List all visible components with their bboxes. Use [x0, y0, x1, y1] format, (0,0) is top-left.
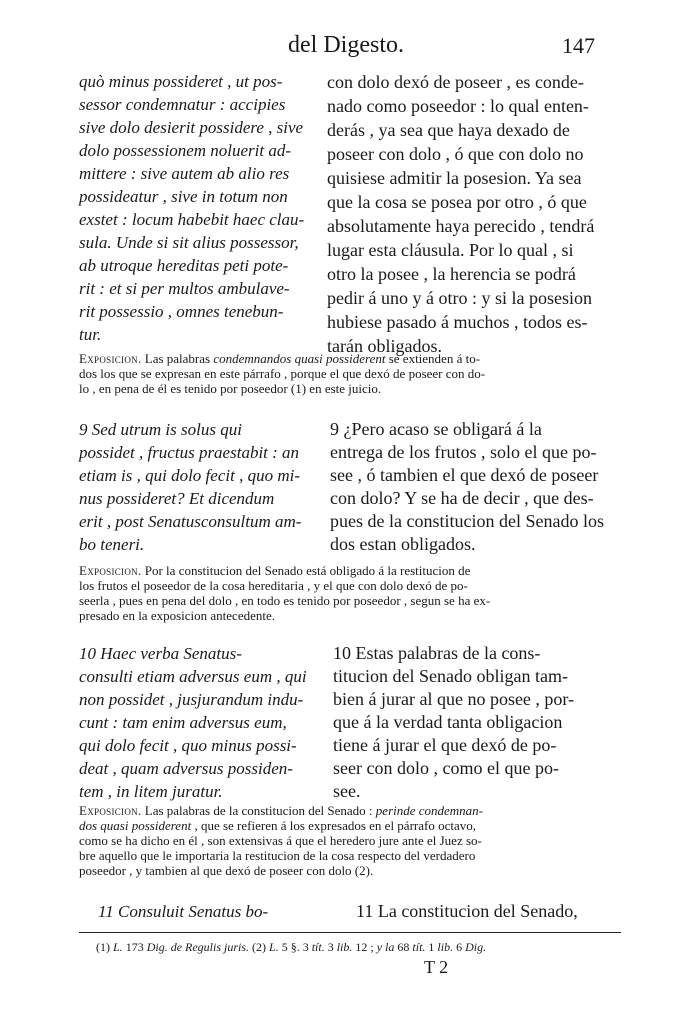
exposicion-line [79, 863, 619, 878]
spanish-line: lugar esta cláusula. Por lo qual , si [327, 240, 574, 260]
footnote-text: 5 §. 3 [278, 940, 312, 954]
spanish-translation-column [333, 642, 574, 803]
spanish-line: bien á jurar al que no posee , por- [333, 689, 575, 709]
exposicion-text: Las palabras [141, 351, 214, 366]
footnote-text: 1 [425, 940, 438, 954]
exposicion-text: como se ha dicho en él , son extensivas á que el heredero jure ante el Juez so- [79, 833, 482, 848]
footnote-text: 3 [324, 940, 337, 954]
spanish-line: see , ó tambien el que dexó de poseer [330, 465, 599, 485]
exposicion-line [79, 578, 619, 593]
footnote-text: tít. [412, 940, 426, 954]
latin-line: etiam is , qui dolo fecit , quo mi- [79, 466, 300, 485]
latin-line: dolo possessionem noluerit ad- [79, 141, 292, 160]
footnote-text: 6 [453, 940, 466, 954]
latin-line: deat , quam adversus possiden- [79, 759, 293, 778]
exposicion-line [79, 593, 619, 608]
footnote-text: lib. [336, 940, 353, 954]
spanish-line: 11 La constitucion del Senado, [356, 901, 578, 921]
footnote-text: L. [269, 940, 279, 954]
latin-line: 9 Sed utrum is solus qui [79, 420, 242, 439]
spanish-line: seer con dolo , como el que po- [333, 758, 559, 778]
exposicion-note [79, 351, 619, 396]
latin-line: 11 Consuluit Senatus bo- [98, 902, 269, 921]
latin-line: 10 Haec verba Senatus- [79, 644, 242, 663]
exposicion-line [79, 833, 619, 848]
spanish-line: entrega de los frutos , solo el que po- [330, 442, 597, 462]
latin-line: rit possessio , omnes tenebun- [79, 302, 284, 321]
exposicion-label: Exposicion. [79, 803, 142, 818]
footnote-text: Dig. de Regulis juris. [146, 940, 250, 954]
footnote-rule [79, 932, 621, 933]
spanish-line: que á la verdad tanta obligacion [333, 712, 563, 732]
latin-line: sula. Unde si sit alius possessor, [79, 233, 299, 252]
spanish-line: derás , ya sea que haya dexado de [327, 120, 570, 140]
running-head [0, 32, 682, 62]
spanish-line: con dolo dexó de poseer , es conde- [327, 72, 584, 92]
exposicion-line [79, 818, 619, 833]
exposicion-text: seerla , pues en pena del dolo , en todo es tenido por poseedor , segun se ha ex- [79, 593, 491, 608]
footnote-text: (1) [96, 940, 113, 954]
exposicion-note [79, 563, 619, 623]
latin-line: non possidet , jusjurandum indu- [79, 690, 304, 709]
spanish-line: see. [333, 781, 361, 801]
latin-line: tem , in litem juratur. [79, 782, 223, 801]
latin-line: possidet , fructus praestabit : an [79, 443, 300, 462]
latin-text-column [79, 70, 304, 346]
exposicion-text: poseedor , y tambien al que dexó de poseer con dolo (2). [79, 863, 374, 878]
exposicion-text: Las palabras de la constitucion del Senado : [141, 803, 376, 818]
footnote-text: y la [376, 940, 395, 954]
page-number: 147 [562, 33, 595, 58]
spanish-line: dos estan obligados. [330, 534, 476, 554]
footnote-text: L. [113, 940, 123, 954]
latin-line: bo teneri. [79, 535, 145, 554]
latin-line: mittere : sive autem ab alio res [79, 164, 290, 183]
spanish-line: otro la posee , la herencia se podrá [327, 264, 576, 284]
exposicion-text: los frutos el poseedor de la cosa hereditaria , y el que con dolo dexó de po- [79, 578, 468, 593]
signature-mark: T 2 [424, 957, 449, 977]
exposicion-line [79, 351, 619, 366]
latin-line: tur. [79, 325, 102, 344]
latin-line: sive dolo desierit possidere , sive [79, 118, 304, 137]
spanish-line: poseer con dolo , ó que con dolo no [327, 144, 584, 164]
latin-line: rit : et si per multos ambulave- [79, 279, 290, 298]
latin-text-column [98, 900, 268, 923]
cited-phrase: condemnandos quasi possiderent [213, 351, 386, 366]
spanish-line: titucion del Senado obligan tam- [333, 666, 568, 686]
exposicion-line [79, 608, 619, 623]
footnote-text: 12 ; [352, 940, 377, 954]
latin-line: sessor condemnatur : accipies [79, 95, 286, 114]
exposicion-line [79, 381, 619, 396]
footnote-text: lib. [437, 940, 454, 954]
spanish-line: absolutamente haya perecido , tendrá [327, 216, 595, 236]
footnote-text: tít. [311, 940, 325, 954]
footnote-text: 173 [122, 940, 147, 954]
footnote-text: 68 [394, 940, 413, 954]
spanish-line: quisiese admitir la posesion. Ya sea [327, 168, 582, 188]
latin-text-column [79, 418, 301, 556]
latin-text-column [79, 642, 307, 803]
exposicion-text: dos los que se expresan en este párrafo , porque el que dexó de poseer con do- [79, 366, 486, 381]
spanish-line: pues de la constitucion del Senado los [330, 511, 604, 531]
latin-line: erit , post Senatusconsultum am- [79, 512, 302, 531]
cited-phrase: perinde condemnan- [375, 803, 484, 818]
exposicion-text: bre aquello que le importaria la restitucion de la cosa respecto del verdadero [79, 848, 476, 863]
latin-line: nus possideret? Et dicendum [79, 489, 275, 508]
latin-line: ab utroque hereditas peti pote- [79, 256, 289, 275]
exposicion-text: , que se refieren á los expresados en el párrafo octavo, [191, 818, 476, 833]
spanish-line: con dolo? Y se ha de decir , que des- [330, 488, 594, 508]
latin-line: exstet : locum habebit haec clau- [79, 210, 305, 229]
exposicion-line [79, 848, 619, 863]
spanish-line: 9 ¿Pero acaso se obligará á la [330, 419, 542, 439]
spanish-translation-column [330, 418, 604, 556]
cited-phrase: dos quasi possiderent [79, 818, 192, 833]
spanish-line: nado como poseedor : lo qual enten- [327, 96, 589, 116]
footnote-text: Dig. [465, 940, 487, 954]
spanish-line: pedir á uno y á otro : y si la posesion [327, 288, 592, 308]
exposicion-note [79, 803, 619, 878]
spanish-line: que la cosa se posea por otro , ó que [327, 192, 587, 212]
latin-line: qui dolo fecit , quo minus possi- [79, 736, 297, 755]
footnotes [96, 940, 486, 955]
exposicion-line [79, 563, 619, 578]
spanish-translation-column [327, 70, 594, 358]
exposicion-label: Exposicion. [79, 563, 142, 578]
exposicion-text: lo , en pena de él es tenido por poseedor (1) en este juicio. [79, 381, 382, 396]
footnote-text: (2) [249, 940, 270, 954]
exposicion-line [79, 803, 619, 818]
latin-line: cunt : tam enim adversus eum, [79, 713, 287, 732]
spanish-line: 10 Estas palabras de la cons- [333, 643, 541, 663]
exposicion-label: Exposicion. [79, 351, 142, 366]
latin-line: consulti etiam adversus eum , qui [79, 667, 307, 686]
exposicion-text: presado en la exposicion antecedente. [79, 608, 275, 623]
latin-line: quò minus possideret , ut pos- [79, 72, 283, 91]
spanish-line: hubiese pasado á muchos , todos es- [327, 312, 588, 332]
latin-line: possideatur , sive in totum non [79, 187, 288, 206]
exposicion-text: se extienden á to- [385, 351, 481, 366]
exposicion-line [79, 366, 619, 381]
spanish-translation-column [356, 900, 578, 923]
running-title: del Digesto. [288, 32, 404, 58]
exposicion-text: Por la constitucion del Senado está obligado á la restitucion de [141, 563, 471, 578]
spanish-line: tiene á jurar el que dexó de po- [333, 735, 557, 755]
spanish-line: tarán obligados. [327, 336, 442, 356]
